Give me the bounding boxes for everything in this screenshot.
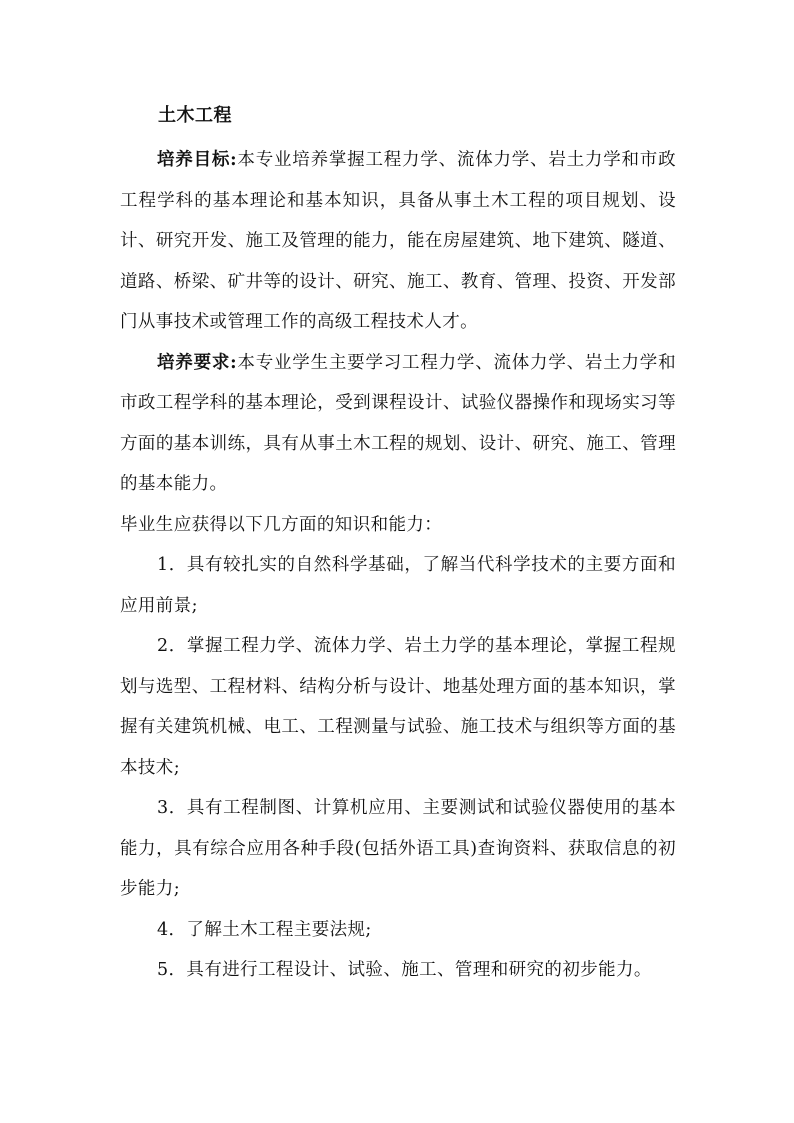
objective-text: 本专业培养掌握工程力学、流体力学、岩土力学和市政工程学科的基本理论和基本知识，具备从事土木工程的项目规划、设计、研究开发、施工及管理的能力，能在房屋建筑、地下建筑、隧道、道路、桥梁、矿井等的设计、研究、施工、教育、管理、投资、开发部门从事技术或管理工作的高级工程技术人才。 [120,150,676,332]
objective-label: 培养目标: [157,150,238,170]
requirement-label: 培养要求: [157,352,238,373]
document-title: 土木工程 [158,105,232,126]
objective-paragraph [120,140,676,343]
list-item-4: 4．了解土木工程主要法规; [157,919,372,940]
list-item-1: 1．具有较扎实的自然科学基础，了解当代科学技术的主要方面和应用前景; [120,555,676,616]
document-page [120,92,676,991]
list-item-3: 3．具有工程制图、计算机应用、主要测试和试验仪器使用的基本能力，具有综合应用各种手段(包括外语工具)查询资料、获取信息的初步能力; [120,798,676,899]
requirement-text: 本专业学生主要学习工程力学、流体力学、岩土力学和市政工程学科的基本理论，受到课程设计、试验仪器操作和现场实习等方面的基本训练，具有从事土木工程的规划、设计、研究、施工、管理的基本能力。 [120,352,676,494]
graduates-intro: 毕业生应获得以下几方面的知识和能力： [120,514,443,535]
list-item-5: 5．具有进行工程设计、试验、施工、管理和研究的初步能力。 [157,960,652,980]
list-item-2: 2．掌握工程力学、流体力学、岩土力学的基本理论，掌握工程规划与选型、工程材料、结构分析与设计、地基处理方面的基本知识，掌握有关建筑机械、电工、工程测量与试验、施工技术与组织等方面的基本技术; [120,636,676,778]
requirement-paragraph [120,343,676,505]
